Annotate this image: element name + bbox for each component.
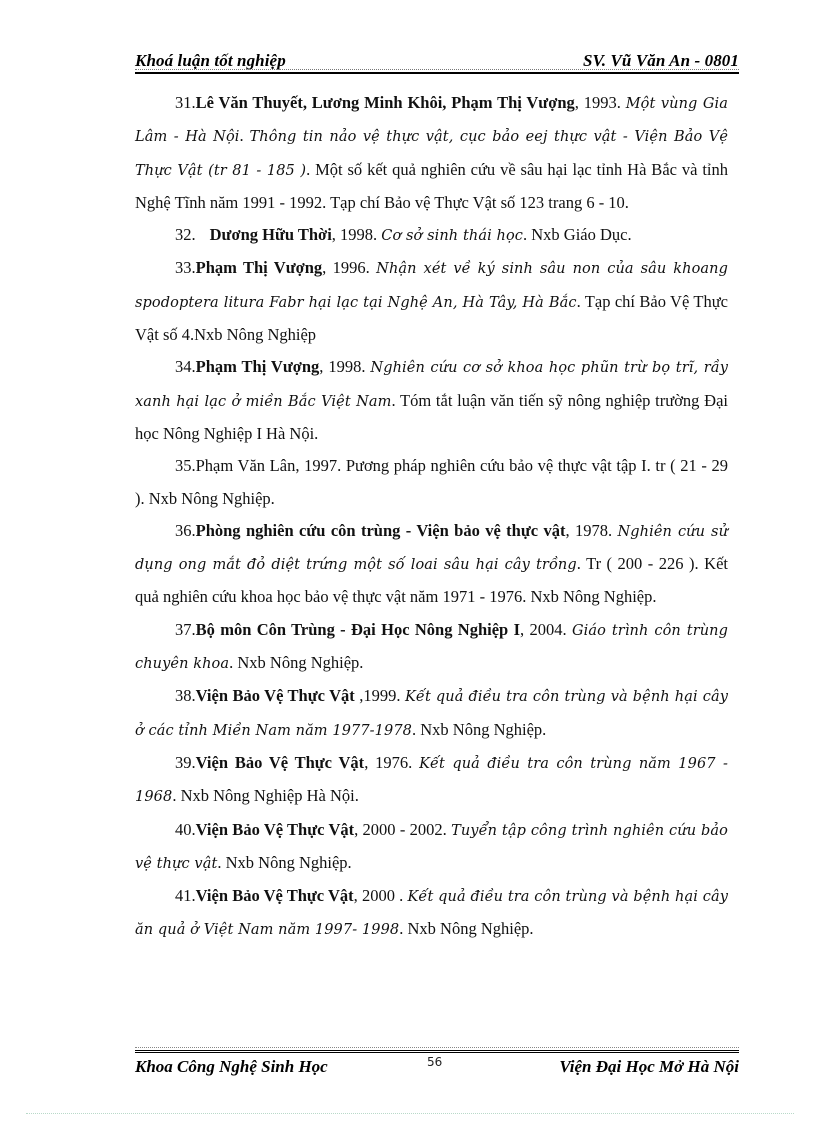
reference-title: Tuyển tập công trình nghiên cứu bảo vệ thực vật <box>135 822 728 872</box>
reference-title: Nghiên cứu sử dụng ong mắt đỏ diệt trứng một số loai sâu hại cây trồng <box>135 523 729 574</box>
reference-year: , 2004. <box>520 619 572 639</box>
reference-year: , 1998. <box>319 357 371 377</box>
reference-year: , 1998. <box>331 225 382 245</box>
reference-title: Kết quả điều tra côn trùng và bệnh hại cây ở các tỉnh Miền Nam năm 1977-1978 <box>135 689 729 739</box>
reference-item-35 <box>135 450 728 515</box>
reference-title: Một vùng Gia Lâm - Hà Nội <box>135 96 728 146</box>
reference-number: 38. <box>175 686 196 706</box>
footer-institution-label: Viện Đại Học Mở Hà Nội <box>559 1057 739 1076</box>
reference-number: 31. <box>175 93 196 112</box>
reference-authors: Dương Hữu Thời <box>209 225 332 245</box>
reference-details: . Nxb Nông Nghiệp. <box>411 719 547 739</box>
reference-details: . Nxb Nông Nghiệp. <box>217 852 352 872</box>
reference-details: . Nxb Nông Nghiệp. <box>399 919 534 939</box>
reference-year: , 2000 - 2002. <box>354 819 452 839</box>
reference-authors: Phạm Thị Vượng <box>195 357 320 377</box>
reference-year: , 1976. <box>364 752 420 772</box>
reference-authors: Viện Bảo Vệ Thực Vật <box>195 686 355 706</box>
reference-details: . Nxb Giáo Dục. <box>523 225 632 245</box>
reference-details: . Tóm tắt luận văn tiến sỹ nông nghiệp trường Đại học Nông Nghiệp I Hà Nội. <box>135 390 728 443</box>
page-header <box>135 46 739 74</box>
reference-title: Giáo trình côn trùng chuyên khoa <box>135 622 728 673</box>
reference-authors: Phòng nghiên cứu côn trùng - Viện bảo vệ thực vật <box>195 520 566 540</box>
reference-title: Nhận xét về ký sinh sâu non của sâu khoang spodoptera litura Fabr hại lạc tại Nghệ An, Hà Tây, Hà Bắc <box>135 261 728 311</box>
reference-number: 37. <box>175 619 196 639</box>
reference-item-39 <box>135 747 728 814</box>
reference-authors: Viện Bảo Vệ Thực Vật <box>195 886 354 906</box>
footer-faculty-label: Khoa Công Nghệ Sinh Học <box>135 1057 328 1076</box>
reference-title: Kết quả điều tra côn trùng năm 1967 - 1968 <box>135 755 728 806</box>
reference-authors: Lê Văn Thuyết, Lương Minh Khôi, Phạm Thị Vượng <box>195 93 575 112</box>
reference-year: ,1999. <box>354 686 405 706</box>
reference-authors: Viện Bảo Vệ Thực Vật <box>195 752 365 772</box>
reference-authors: Viện Bảo Vệ Thực Vật <box>195 819 355 839</box>
reference-authors: Phạm Thị Vượng <box>195 258 323 278</box>
reference-number: 33. <box>175 258 196 278</box>
reference-title: Kết quả điều tra côn trùng và bệnh hại cây ăn quả ở Việt Nam năm 1997- 1998 <box>135 889 728 939</box>
reference-year: , 1996. <box>322 258 377 278</box>
reference-number: 36. <box>175 520 196 540</box>
reference-details: . Tạp chí Bảo Vệ Thực Vật số 4.Nxb Nông Nghiệp <box>135 291 728 345</box>
reference-number: 41. <box>175 886 196 906</box>
reference-details: . Một số kết quả nghiên cứu về sâu hại lạc tỉnh Hà Bắc và tỉnh Nghệ Tĩnh năm 1991 - 1992. Tạp chí Bảo vệ Thực Vật số 123 trang 6 - 10. <box>135 159 728 212</box>
reference-title: Nghiên cứu cơ sở khoa học phũn trừ bọ trĩ, rầy xanh hại lạc ở miền Bắc Việt Nam <box>135 360 728 410</box>
reference-list <box>135 87 728 947</box>
reference-item-32 <box>135 219 728 252</box>
reference-year: , 2000 . <box>353 886 408 906</box>
page-number: 56 <box>427 1055 443 1069</box>
reference-number: 40. <box>175 819 196 839</box>
reference-number: 34. <box>175 357 196 377</box>
reference-item-31 <box>135 87 728 219</box>
reference-item-34 <box>135 351 728 450</box>
reference-authors: Bộ môn Côn Trùng - Đại Học Nông Nghiệp I <box>195 619 520 639</box>
reference-title-2: Thông tin nảo vệ thực vật, cục bảo eej thực vật - Viện Bảo Vệ Thực Vật (tr 81 - 185 ) <box>135 129 729 179</box>
reference-item-37 <box>135 614 728 681</box>
reference-year: , 1993. <box>574 93 626 112</box>
reference-item-41 <box>135 880 728 947</box>
reference-number: 32. <box>175 225 196 245</box>
reference-item-33 <box>135 252 728 351</box>
reference-details: . Nxb Nông Nghiệp Hà Nội. <box>172 786 359 806</box>
reference-details: . Tr ( 200 - 226 ). Kết quả nghiên cứu khoa học bảo vệ thực vật năm 1971 - 1976. Nxb Nông Nghiệp. <box>135 554 728 607</box>
header-thesis-label: Khoá luận tốt nghiệp <box>135 51 286 70</box>
reference-item-40 <box>135 814 728 881</box>
reference-separator: . <box>239 126 250 146</box>
header-student-label: SV. Vũ Văn An - 0801 <box>582 51 739 70</box>
reference-item-38 <box>135 680 728 747</box>
reference-details: . Nxb Nông Nghiệp. <box>229 653 364 673</box>
page-footer <box>135 1050 739 1083</box>
reference-number: 39. <box>175 752 196 772</box>
reference-number: 35. <box>175 456 196 476</box>
reference-details: Phạm Văn Lân, 1997. Pương pháp nghiên cứu bảo vệ thực vật tập I. tr ( 21 - 29 ). Nxb Nông Nghiệp. <box>135 456 728 508</box>
reference-title: Cơ sở sinh thái học <box>381 228 524 245</box>
reference-year: , 1978. <box>565 520 618 540</box>
page-bottom-divider <box>26 1113 794 1114</box>
reference-item-36 <box>135 515 728 614</box>
